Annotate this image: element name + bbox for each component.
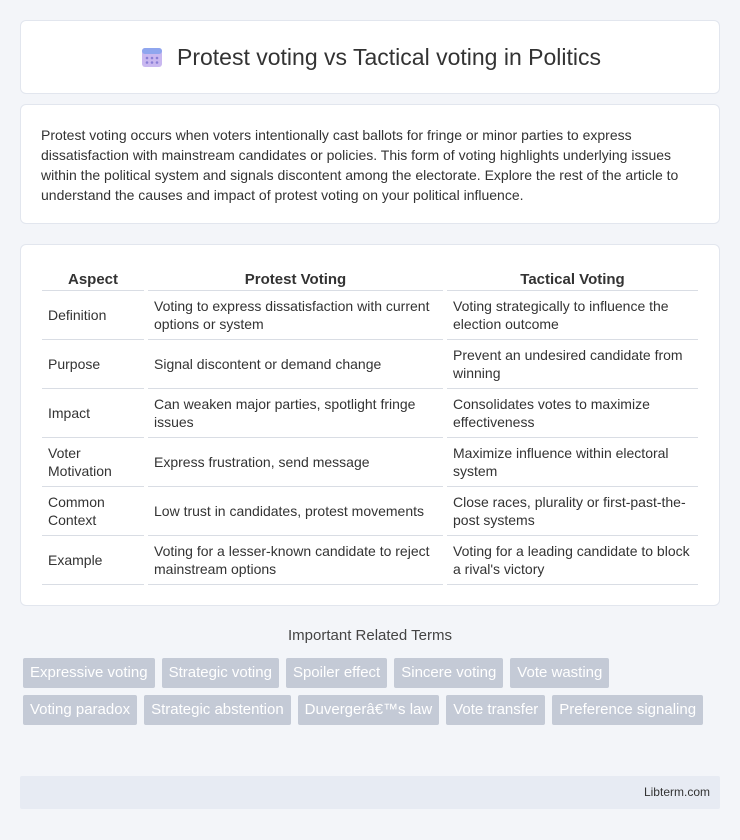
table-cell: Close races, plurality or first-past-the-post systems: [447, 487, 698, 536]
table-header-row: [42, 265, 698, 291]
comparison-table: [38, 265, 702, 585]
table-cell: Common Context: [42, 487, 144, 536]
table-cell: Voting strategically to influence the election outcome: [447, 291, 698, 340]
related-term-tag[interactable]: Expressive voting: [23, 658, 155, 688]
related-terms-list: [23, 658, 723, 725]
table-row: [42, 340, 698, 389]
table-cell: Maximize influence within electoral system: [447, 438, 698, 487]
table-row: [42, 438, 698, 487]
table-row: [42, 291, 698, 340]
table-cell: Can weaken major parties, spotlight fringe issues: [148, 389, 443, 438]
table-row: [42, 487, 698, 536]
related-term-tag[interactable]: Duvergerâ€™s law: [298, 695, 440, 725]
intro-text: Protest voting occurs when voters intentionally cast ballots for fringe or minor parties to express dissatisfaction with mainstream candidates or policies. This form of voting highlights underlying issues within the political system and signals discontent among the electorate. Explore the rest of the article to understand the causes and impact of protest voting on your political influence.: [41, 127, 679, 203]
header-card: [20, 20, 720, 94]
table-cell: Signal discontent or demand change: [148, 340, 443, 389]
related-term-tag[interactable]: Strategic voting: [162, 658, 279, 688]
related-term-tag[interactable]: Strategic abstention: [144, 695, 291, 725]
header-tactical-voting: Tactical Voting: [447, 265, 698, 291]
related-term-tag[interactable]: Preference signaling: [552, 695, 703, 725]
table-cell: Low trust in candidates, protest movements: [148, 487, 443, 536]
header-protest-voting: Protest Voting: [148, 265, 443, 291]
table-cell: Consolidates votes to maximize effectiveness: [447, 389, 698, 438]
table-cell: Definition: [42, 291, 144, 340]
table-cell: Voter Motivation: [42, 438, 144, 487]
table-cell: Purpose: [42, 340, 144, 389]
related-term-tag[interactable]: Voting paradox: [23, 695, 137, 725]
table-cell: Impact: [42, 389, 144, 438]
table-cell: Voting to express dissatisfaction with current options or system: [148, 291, 443, 340]
related-term-tag[interactable]: Spoiler effect: [286, 658, 387, 688]
table-cell: Prevent an undesired candidate from winning: [447, 340, 698, 389]
table-row: [42, 389, 698, 438]
header-aspect: Aspect: [42, 265, 144, 291]
related-terms-title: Important Related Terms: [288, 627, 452, 644]
footer: [20, 776, 720, 809]
page-title: Protest voting vs Tactical voting in Politics: [177, 43, 601, 70]
calendar-icon: [139, 45, 165, 69]
table-cell: Voting for a lesser-known candidate to reject mainstream options: [148, 536, 443, 585]
comparison-card: [20, 244, 720, 606]
table-cell: Example: [42, 536, 144, 585]
related-term-tag[interactable]: Vote wasting: [510, 658, 609, 688]
related-term-tag[interactable]: Sincere voting: [394, 658, 503, 688]
table-row: [42, 536, 698, 585]
table-cell: Express frustration, send message: [148, 438, 443, 487]
table-cell: Voting for a leading candidate to block a rival's victory: [447, 536, 698, 585]
intro-card: [20, 104, 720, 224]
related-term-tag[interactable]: Vote transfer: [446, 695, 545, 725]
footer-site-link[interactable]: Libterm.com: [643, 785, 710, 799]
